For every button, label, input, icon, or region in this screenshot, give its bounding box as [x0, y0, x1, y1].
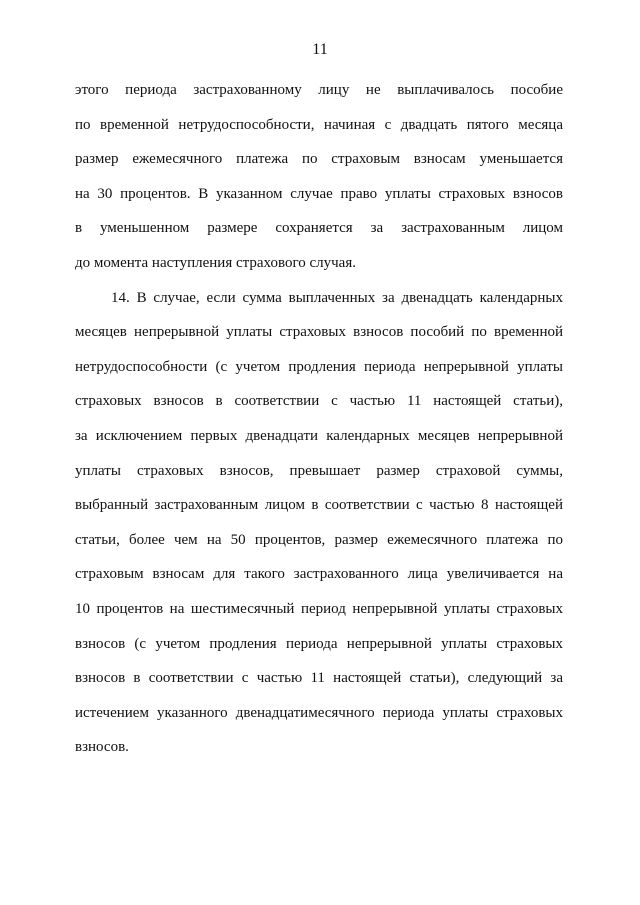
text-line: месяцев непрерывной уплаты страховых взносов пособий по временной [75, 324, 563, 341]
text-line: взносов (с учетом продления периода непрерывной уплаты страховых [75, 635, 563, 652]
text-line: 10 процентов на шестимесячный период непрерывной уплаты страховых [75, 600, 563, 617]
text-line: выбранный застрахованным лицом в соответствии с частью 8 настоящей [75, 497, 563, 514]
paragraph-14-first-line: 14. В случае, если сумма выплаченных за двенадцать календарных [111, 289, 563, 306]
text-line: нетрудоспособности (с учетом продления периода непрерывной уплаты [75, 358, 563, 375]
text-line: статьи, более чем на 50 процентов, размер ежемесячного платежа по [75, 531, 563, 548]
text-line: за исключением первых двенадцати календарных месяцев непрерывной [75, 427, 563, 444]
text-line: взносов в соответствии с частью 11 настоящей статьи), следующий за [75, 670, 563, 687]
text-line: в уменьшенном размере сохраняется за застрахованным лицом [75, 220, 563, 237]
text-line: страховым взносам для такого застрахованного лица увеличивается на [75, 566, 563, 583]
text-line: на 30 процентов. В указанном случае право уплаты страховых взносов [75, 185, 563, 202]
document-body [75, 73, 563, 765]
text-line: этого периода застрахованному лицу не выплачивалось пособие [75, 82, 563, 98]
paragraph-end-line: взносов. [75, 739, 129, 756]
text-line: по временной нетрудоспособности, начиная с двадцать пятого месяца [75, 116, 563, 133]
page-number: 11 [312, 41, 328, 58]
text-line: размер ежемесячного платежа по страховым взносам уменьшается [75, 151, 563, 168]
paragraph-end-line: до момента наступления страхового случая. [75, 254, 356, 271]
text-line: страховых взносов в соответствии с частью 11 настоящей статьи), [75, 393, 563, 410]
text-line: истечением указанного двенадцатимесячного периода уплаты страховых [75, 704, 563, 721]
text-line: уплаты страховых взносов, превышает размер страховой суммы, [75, 462, 563, 479]
